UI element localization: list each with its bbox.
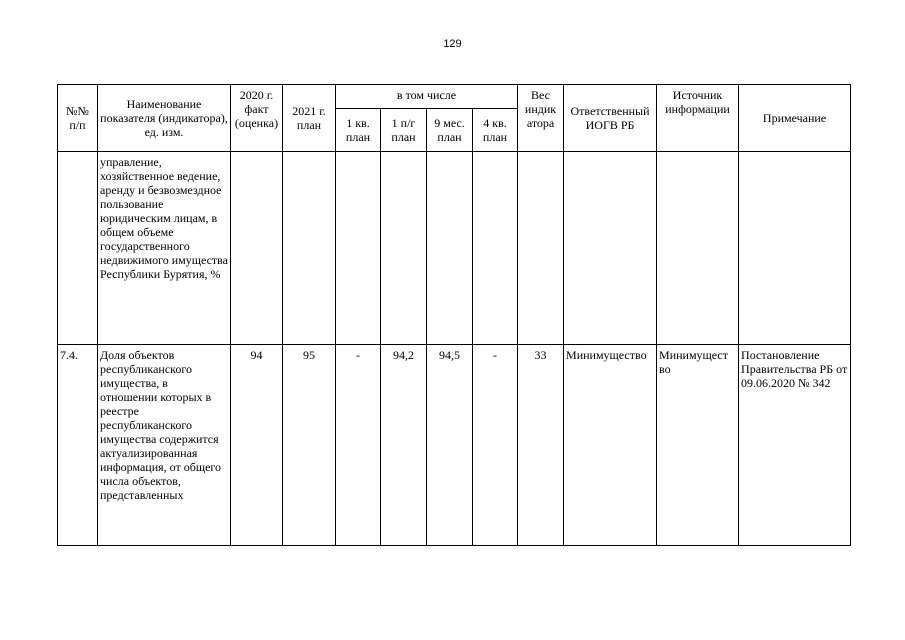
cell-weight: 33: [518, 345, 564, 546]
page-number: 129: [443, 38, 462, 50]
cell-note: Постановление Правительства РБ от 09.06.2020 № 342: [739, 345, 851, 546]
header-responsible: Ответственный ИОГВ РБ: [564, 85, 657, 152]
header-h1: 1 п/г план: [381, 109, 427, 152]
cell-h1: [381, 152, 427, 345]
cell-q4: [473, 152, 518, 345]
header-num: №№ п/п: [58, 85, 98, 152]
header-weight: Вес индик атора: [518, 85, 564, 152]
header-row-1: [58, 85, 851, 109]
header-including: в том числе: [336, 85, 518, 109]
cell-q4: -: [473, 345, 518, 546]
cell-q1: [336, 152, 381, 345]
header-note: Примечание: [739, 85, 851, 152]
cell-fact-2020: 94: [231, 345, 283, 546]
cell-note: [739, 152, 851, 345]
header-source: Источник информации: [657, 85, 739, 152]
indicators-table: [57, 84, 851, 546]
header-name: Наименование показателя (индикатора), ед. изм.: [98, 85, 231, 152]
cell-9m: 94,5: [427, 345, 473, 546]
cell-fact-2020: [231, 152, 283, 345]
cell-source: [657, 152, 739, 345]
cell-plan-2021: [283, 152, 336, 345]
cell-plan-2021: 95: [283, 345, 336, 546]
table-row: [58, 345, 851, 546]
cell-q1: -: [336, 345, 381, 546]
cell-responsible: Минимущество: [564, 345, 657, 546]
header-9m: 9 мес. план: [427, 109, 473, 152]
cell-num: 7.4.: [58, 345, 98, 546]
header-fact-2020: 2020 г. факт (оценка): [231, 85, 283, 152]
cell-responsible: [564, 152, 657, 345]
cell-num: [58, 152, 98, 345]
table-row: [58, 152, 851, 345]
cell-source: Минимущест во: [657, 345, 739, 546]
header-q4: 4 кв. план: [473, 109, 518, 152]
header-q1: 1 кв. план: [336, 109, 381, 152]
cell-name: Доля объектов республиканского имущества, в отношении которых в реестре республиканского имущества содержится актуализированная информация, от общего числа объектов, представленных: [98, 345, 231, 546]
cell-9m: [427, 152, 473, 345]
cell-weight: [518, 152, 564, 345]
cell-name: управление, хозяйственное ведение, аренду и безвозмездное пользование юридическим лицам, в общем объеме государственного недвижимого имущества Республики Бурятия, %: [98, 152, 231, 345]
header-plan-2021: 2021 г. план: [283, 85, 336, 152]
cell-h1: 94,2: [381, 345, 427, 546]
